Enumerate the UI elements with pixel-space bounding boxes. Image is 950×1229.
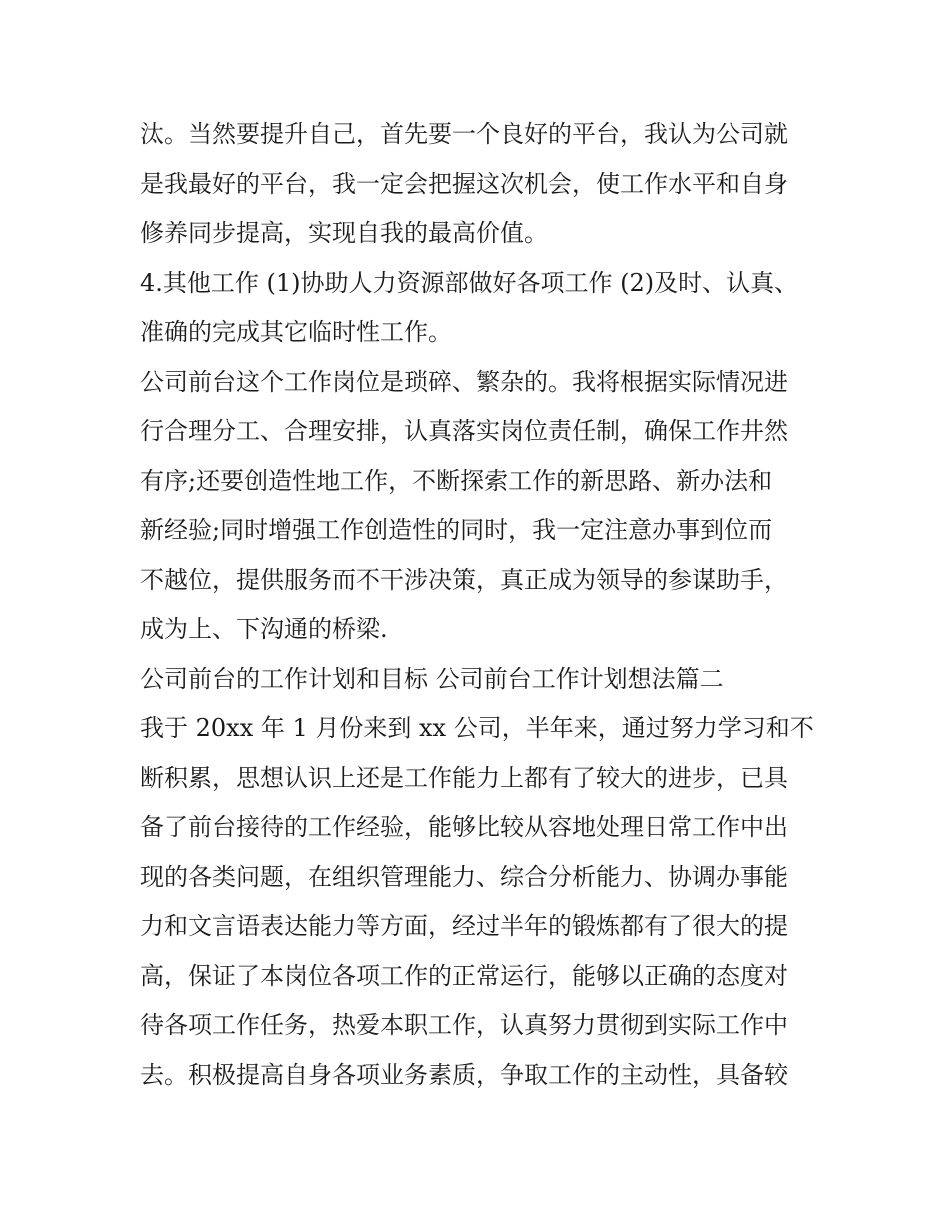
- text-line: 备了前台接待的工作经验，能够比较从容地处理日常工作中出: [140, 813, 788, 841]
- text-line: 高，保证了本岗位各项工作的正常运行，能够以正确的态度对: [140, 961, 788, 990]
- text-line: 断积累，思想认识上还是工作能力上都有了较大的进步，已具: [140, 763, 788, 792]
- text-line: 待各项工作任务，热爱本职工作，认真努力贯彻到实际工作中: [140, 1011, 788, 1039]
- section-heading: 公司前台的工作计划和目标 公司前台工作计划想法篇二: [140, 664, 724, 693]
- text-line: 不越位，提供服务而不干涉决策，真正成为领导的参谋助手，: [140, 565, 788, 594]
- text-line: 有序;还要创造性地工作，不断探索工作的新思路、新办法和: [140, 466, 773, 495]
- text-line: 我于 20xx 年 1 月份来到 xx 公司，半年来，通过努力学习和不: [140, 714, 814, 742]
- text-line: 新经验;同时增强工作创造性的同时，我一定注意办事到位而: [140, 516, 773, 544]
- text-line: 4.其他工作 (1)协助人力资源部做好各项工作 (2)及时、认真、: [140, 268, 799, 297]
- document-page: [140, 110, 820, 1100]
- text-line: 修养同步提高，实现自我的最高价值。: [140, 219, 548, 247]
- text-line: 行合理分工、合理安排，认真落实岗位责任制，确保工作井然: [140, 417, 788, 445]
- text-line: 准确的完成其它临时性工作。: [140, 318, 452, 346]
- text-line: 去。积极提高自身各项业务素质，争取工作的主动性，具备较: [140, 1060, 788, 1089]
- text-line: 是我最好的平台，我一定会把握这次机会，使工作水平和自身: [140, 169, 788, 198]
- text-line: 汰。当然要提升自己，首先要一个良好的平台，我认为公司就: [140, 120, 788, 148]
- text-line: 公司前台这个工作岗位是琐碎、繁杂的。我将根据实际情况进: [140, 367, 788, 396]
- text-line: 成为上、下沟通的桥梁.: [140, 615, 388, 643]
- text-line: 力和文言语表达能力等方面，经过半年的锻炼都有了很大的提: [140, 912, 788, 940]
- text-line: 现的各类问题，在组织管理能力、综合分析能力、协调办事能: [140, 862, 788, 891]
